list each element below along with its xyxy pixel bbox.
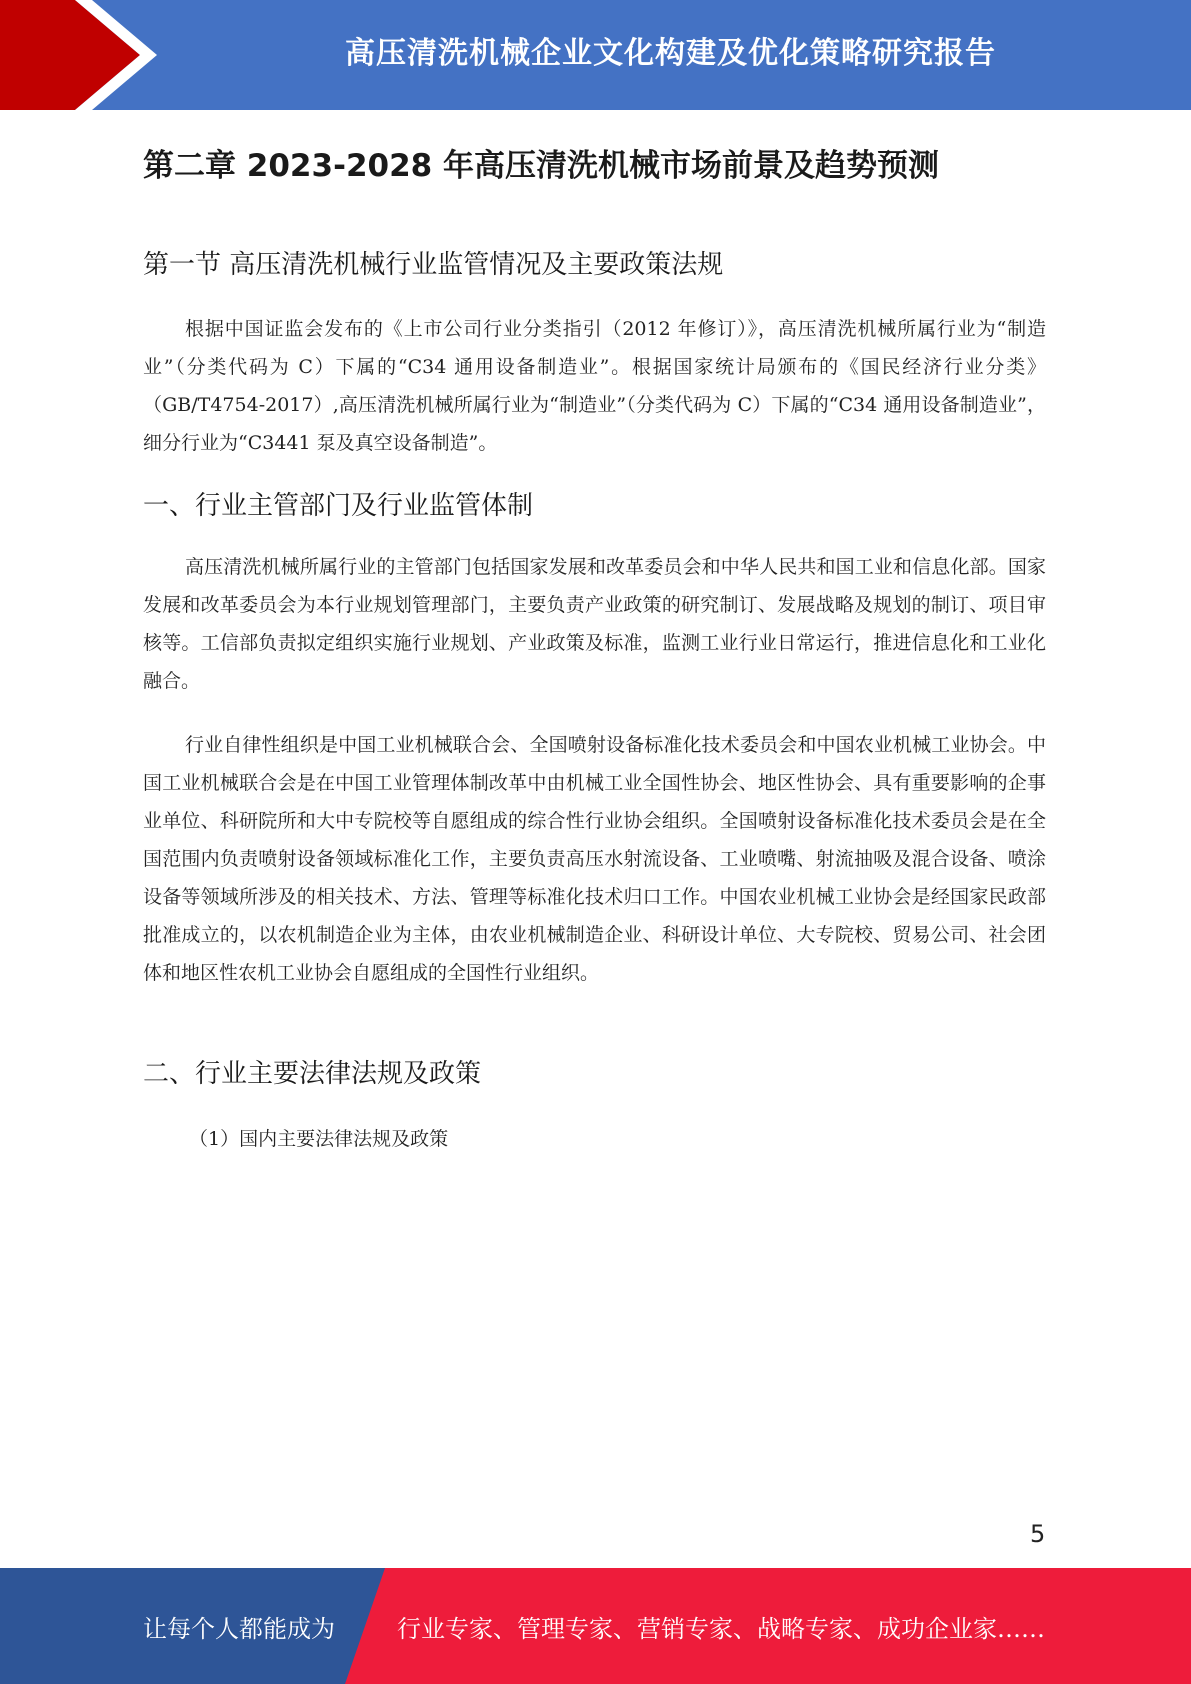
department-paragraph: 高压清洗机械所属行业的主管部门包括国家发展和改革委员会和中华人民共和国工业和信息化部。国家发展和改革委员会为本行业规划管理部门，主要负责产业政策的研究制订、发展战略及规划的制订、项目审核等。工信部负责拟定组织实施行业规划、产业政策及标准，监测工业行业日常运行，推进信息化和工业化融合。 — [143, 556, 1046, 692]
page-header — [0, 0, 1191, 110]
footer-slogan-left: 让每个人都能成为 — [143, 1614, 335, 1643]
heading-regulatory-authority: 一、行业主管部门及行业监管体制 — [143, 491, 534, 521]
heading-laws-policies: 二、行业主要法律法规及政策 — [143, 1059, 482, 1089]
page-footer — [0, 1568, 1191, 1684]
intro-paragraph: 根据中国证监会发布的《上市公司行业分类指引（2012 年修订）》，高压清洗机械所属行业为“制造业”（分类代码为 C）下属的“C34 通用设备制造业”。根据国家统计局颁布的《国民经济行业分类》（GB/T4754-2017）,高压清洗机械所属行业为“制造业”（分类代码为 C）下属的“C34 通用设备制造业”，细分行业为“C3441 泵及真空设备制造”。 — [143, 318, 1046, 454]
header-title: 高压清洗机械企业文化构建及优化策略研究报告 — [345, 36, 996, 71]
organization-paragraph: 行业自律性组织是中国工业机械联合会、全国喷射设备标准化技术委员会和中国农业机械工业协会。中国工业机械联合会是在中国工业管理体制改革中由机械工业全国性协会、地区性协会、具有重要影响的企事业单位、科研院所和大中专院校等自愿组成的综合性行业协会组织。全国喷射设备标准化技术委员会是在全国范围内负责喷射设备领域标准化工作，主要负责高压水射流设备、工业喷嘴、射流抽吸及混合设备、喷涂设备等领域所涉及的相关技术、方法、管理等标准化技术归口工作。中国农业机械工业协会是经国家民政部批准成立的，以农机制造企业为主体，由农业机械制造企业、科研设计单位、大专院校、贸易公司、社会团体和地区性农机工业协会自愿组成的全国性行业组织。 — [143, 734, 1046, 984]
section-title: 第一节 高压清洗机械行业监管情况及主要政策法规 — [143, 250, 724, 280]
page-number: 5 — [1030, 1520, 1046, 1548]
footer-slogan-right: 行业专家、管理专家、营销专家、战略专家、成功企业家…… — [397, 1614, 1045, 1643]
sub-item-domestic-laws: （1）国内主要法律法规及政策 — [189, 1128, 449, 1150]
chapter-title: 第二章 2023-2028 年高压清洗机械市场前景及趋势预测 — [143, 148, 940, 184]
